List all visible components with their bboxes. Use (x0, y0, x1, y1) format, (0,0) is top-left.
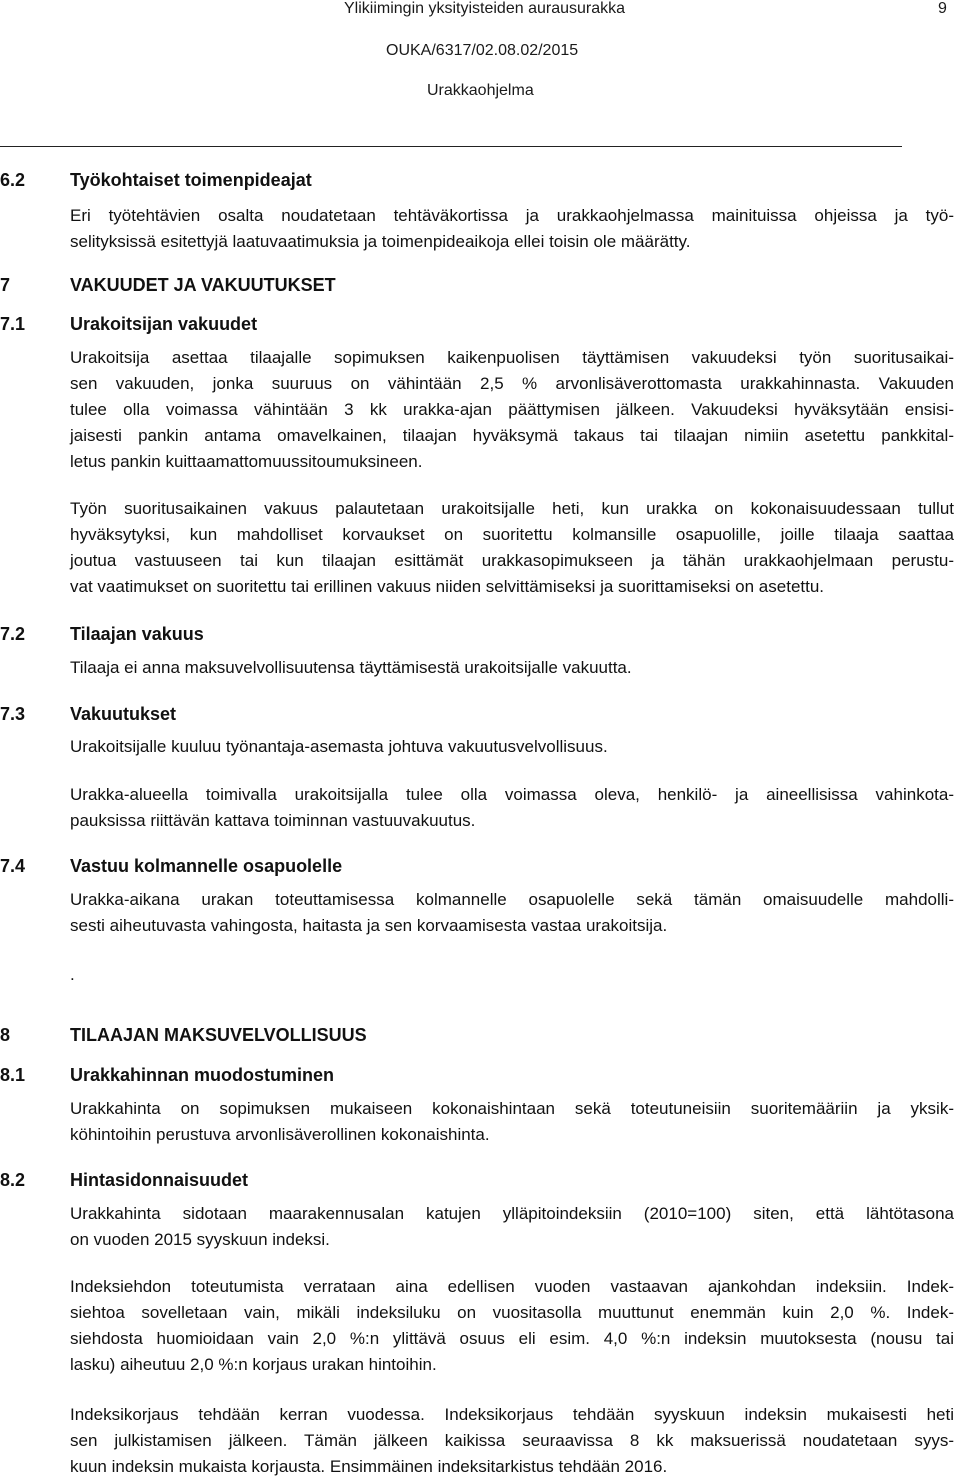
document-reference: OUKA/6317/02.08.02/2015 (386, 42, 579, 59)
section-number-6-2: 6.2 (0, 170, 26, 190)
paragraph-7-1-a: Urakoitsija asettaa tilaajalle sopimuksen kaikenpuolisen täyttämisen vakuudeksi työn suoritusaikai- sen vakuuden, jonka suuruus on vähintään 2,5 % arvonlisäverottomasta urakkahinnasta. Vakuuden tulee olla voimassa vähintään 3 kk urakka-ajan päättymisen jälkeen. Vakuudeksi hyväksytään ensisi- jaisesti pankin antama omavelkainen, tilaajan hyväksymä takaus tai tilaajan nimiin asetettu pankkital- letus pankin kuittaamattomuussitoumuksineen. (70, 348, 954, 471)
section-number-7-2: 7.2 (0, 624, 26, 644)
chapter-title-8: TILAAJAN MAKSUVELVOLLISUUS (70, 1025, 367, 1045)
chapter-number-7: 7 (0, 275, 11, 295)
section-number-7-3: 7.3 (0, 704, 26, 724)
chapter-title-7: VAKUUDET JA VAKUUTUKSET (70, 275, 336, 295)
section-number-8-2: 8.2 (0, 1170, 26, 1190)
section-title-8-1: Urakkahinnan muodostuminen (70, 1065, 335, 1085)
paragraph-8-2-c: Indeksikorjaus tehdään kerran vuodessa. Indeksikorjaus tehdään syyskuun indeksin mukaisesti heti sen julkistamisen jälkeen. Tämän jälkeen kaikissa seuraavissa 8 kk maksuerissä noudatetaan syys- kuun indeksin mukaista korjausta. Ensimmäinen indeksitarkistus tehdään 2016. (70, 1405, 954, 1476)
section-title-7-2: Tilaajan vakuus (70, 624, 204, 644)
section-title-7-3: Vakuutukset (70, 704, 177, 724)
paragraph-7-4: Urakka-aikana urakan toteuttamisessa kolmannelle osapuolelle sekä tämän omaisuudelle mahdolli- sesti aiheutuvasta vahingosta, haitasta ja sen korvaamisesta vastaa urakoitsija. (70, 890, 954, 935)
paragraph-7-3-a: Urakoitsijalle kuuluu työnantaja-asemasta johtuva vakuutusvelvollisuus. (70, 737, 608, 756)
paragraph-8-1: Urakkahinta on sopimuksen mukaiseen kokonaishintaan sekä toteutuneisiin suoritemääriin ja yksik- köhintoihin perustuva arvonlisäverollinen kokonaishinta. (70, 1099, 954, 1144)
section-title-7-1: Urakoitsijan vakuudet (70, 314, 258, 334)
paragraph-8-2-a: Urakkahinta sidotaan maarakennusalan katujen ylläpitoindeksiin (2010=100) siten, että lähtötasona on vuoden 2015 syyskuun indeksi. (70, 1204, 954, 1249)
paragraph-7-3-b: Urakka-alueella toimivalla urakoitsijalla tulee olla voimassa oleva, henkilö- ja aineellisissa vahinkota- pauksissa riittävän kattava toiminnan vastuuvakuutus. (70, 785, 954, 830)
paragraph-6-2: Eri työtehtävien osalta noudatetaan tehtäväkortissa ja urakkaohjelmassa mainituissa ohjeissa ja työ- selityksissä esitettyjä laatuvaatimuksia ja toimenpideaikoja ellei toisin ole määrätty. (70, 206, 954, 251)
paragraph-7-2: Tilaaja ei anna maksuvelvollisuutensa täyttämisestä urakoitsijalle vakuutta. (70, 658, 632, 677)
header-divider (0, 146, 902, 147)
section-number-8-1: 8.1 (0, 1065, 26, 1085)
section-title-7-4: Vastuu kolmannelle osapuolelle (70, 856, 343, 876)
section-title-8-2: Hintasidonnaisuudet (70, 1170, 249, 1190)
document-subtitle: Urakkaohjelma (427, 82, 534, 99)
stray-dot: . (70, 965, 75, 984)
paragraph-7-1-b: Työn suoritusaikainen vakuus palautetaan urakoitsijalle heti, kun urakka on kokonaisuudessaan tullut hyväksytyksi, kun mahdolliset korvaukset on suoritettu kolmansille osapuolille, joille tilaaja saattaa joutua vastuuseen tai kun tilaajan esittämät urakkasopimukseen ja tähän urakkaohjelmaan perustu- vat vaatimukset on suoritettu tai erillinen vakuus niiden selvittämiseksi ja suorittamiseksi on asetettu. (70, 499, 954, 596)
page-number: 9 (938, 0, 947, 17)
chapter-number-8: 8 (0, 1025, 11, 1045)
section-number-7-4: 7.4 (0, 856, 26, 876)
section-number-7-1: 7.1 (0, 314, 26, 334)
section-title-6-2: Työkohtaiset toimenpideajat (70, 170, 312, 190)
paragraph-8-2-b: Indeksiehdon toteutumista verrataan aina edellisen vuoden vastaavan ajankohdan indeksiin. Indek- siehtoa sovelletaan vain, mikäli indeksiluku on vuositasolla muuttunut enemmän kuin 2,0 %. Indek- siehdosta huomioidaan vain 2,0 %:n ylittävä osuus eli esim. 4,0 %:n indeksin muutoksesta (nousu tai lasku) aiheutuu 2,0 %:n korjaus urakan hintoihin. (70, 1277, 954, 1374)
document-header-title: Ylikiimingin yksityisteiden aurausurakka (344, 0, 626, 17)
